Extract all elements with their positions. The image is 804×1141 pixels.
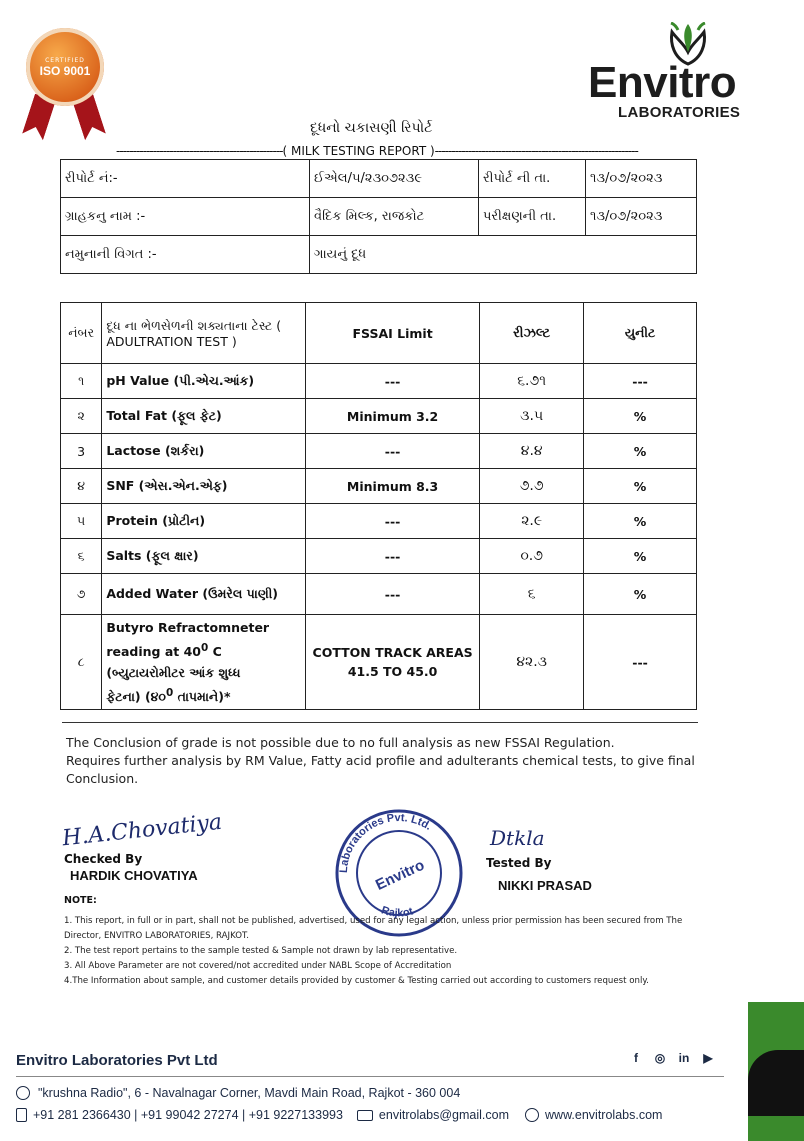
table-row <box>61 469 697 504</box>
row-test: pH Value (પી.એચ.આંક) <box>102 364 306 399</box>
sample-detail-label: નમુનાની વિગત :- <box>61 236 310 274</box>
butyro-line-2-text: reading at 40 <box>106 644 201 659</box>
test-date-label: પરીક્ષણની તા. <box>479 198 586 236</box>
row-limit: Minimum 8.3 <box>305 469 479 504</box>
butyro-degree-2: 0 <box>165 687 174 699</box>
report-no-label: રીપોર્ટ નં:- <box>61 160 310 198</box>
row-unit: % <box>584 539 697 574</box>
phone-icon <box>16 1108 27 1122</box>
row-num: ૨ <box>61 399 102 434</box>
mail-icon <box>357 1110 373 1121</box>
footer-company-name: Envitro Laboratories Pvt Ltd <box>16 1052 218 1069</box>
row-limit: --- <box>305 504 479 539</box>
tested-by-label: Tested By <box>486 856 552 870</box>
row-test: SNF (એસ.એન.એફ) <box>102 469 306 504</box>
social-links <box>628 1050 716 1066</box>
header-row <box>61 198 697 236</box>
badge-cert-text: CERTIFIED <box>45 56 85 64</box>
badge-iso-text: ISO 9001 <box>39 63 91 78</box>
checked-by-label: Checked By <box>64 852 143 866</box>
row-test: Protein (પ્રોટીન) <box>102 504 306 539</box>
row-num: ૮ <box>61 615 102 710</box>
phone-numbers: +91 281 2366430 | +91 99042 27274 | +91 9227133993 <box>33 1108 343 1122</box>
row-result: ૪૨.૩ <box>480 615 584 710</box>
row-num: 3 <box>61 434 102 469</box>
checked-signature: H.A.Chovatiya <box>61 809 224 852</box>
table-row <box>61 574 697 615</box>
row-limit: --- <box>305 539 479 574</box>
row-result: ૩.૫ <box>480 399 584 434</box>
table-row <box>61 539 697 574</box>
row-unit: % <box>584 399 697 434</box>
col-header-result: રીઝલ્ટ <box>480 303 584 364</box>
stamp-bottom-text: Rajkot <box>379 904 415 920</box>
report-date-value: ૧૩/૦૭/૨૦૨૩ <box>586 160 697 198</box>
butyro-line-2 <box>106 638 304 662</box>
table-row <box>61 504 697 539</box>
row-test: Total Fat (ફૂલ ફેટ) <box>102 399 306 434</box>
report-header-table <box>60 159 697 274</box>
row-num: ૬ <box>61 539 102 574</box>
title-rule-left: -------------------------------------------------- <box>116 144 283 158</box>
globe-icon <box>525 1108 539 1122</box>
footer-address <box>16 1086 460 1100</box>
conclusion-line-1: The Conclusion of grade is not possible due to no full analysis as new FSSAI Regulation. <box>66 735 615 750</box>
butyro-degree: 0 <box>200 641 209 654</box>
sample-detail-value: ગાયનું દૂધ <box>310 236 697 274</box>
col-header-num: નંબર <box>61 303 102 364</box>
location-pin-icon <box>16 1086 30 1100</box>
notes-list <box>64 914 694 989</box>
header-row <box>61 160 697 198</box>
row-limit: Minimum 3.2 <box>305 399 479 434</box>
address-text: "krushna Radio", 6 - Navalnagar Corner, Mavdi Main Road, Rajkot - 360 004 <box>38 1086 461 1100</box>
row-result: ૬.૭૧ <box>480 364 584 399</box>
adulteration-test-table <box>60 302 697 710</box>
table-header-row <box>61 303 697 364</box>
note-item: 1. This report, in full or in part, shall not be published, advertised, used for any legal action, unless prior permission has been secured from The Director, ENVITRO LABORATORIES, RAJKOT. <box>64 916 683 941</box>
row-unit: % <box>584 574 697 615</box>
row-result: ૦.૭ <box>480 539 584 574</box>
footer-divider <box>16 1076 724 1077</box>
row-limit: --- <box>305 574 479 615</box>
test-date-value: ૧૩/૦૭/૨૦૨૩ <box>586 198 697 236</box>
report-no-value: ઈએલ/૫/૨૩૦૭૨૩૯ <box>310 160 479 198</box>
row-result: ૪.૪ <box>480 434 584 469</box>
row-unit: % <box>584 434 697 469</box>
website-link[interactable]: www.envitrolabs.com <box>545 1108 663 1122</box>
row-result: ૭.૭ <box>480 469 584 504</box>
row-test: Added Water (ઉમરેલ પાણી) <box>102 574 306 615</box>
butyro-limit-line-1: COTTON TRACK AREAS <box>312 645 473 660</box>
butyro-line-3: (બ્યુટાયરોમીટર આંક શુધ્ધ <box>106 665 241 680</box>
tested-by-name: NIKKI PRASAD <box>498 878 592 893</box>
row-result: ૬ <box>480 574 584 615</box>
table-row <box>61 434 697 469</box>
report-title-english <box>116 144 638 158</box>
logo-name: Envitro <box>588 58 737 107</box>
conclusion <box>66 734 706 788</box>
footer-contact <box>16 1108 662 1122</box>
row-unit: % <box>584 469 697 504</box>
butyro-line-4-text: ફેટના) (૪૦ <box>106 689 166 705</box>
butyro-limit-line-2: 41.5 TO 45.0 <box>347 664 438 679</box>
instagram-icon[interactable]: ◎ <box>654 1051 666 1065</box>
row-unit: --- <box>584 615 697 710</box>
iso-badge <box>26 28 104 106</box>
butyro-line-2-unit: C <box>212 644 222 659</box>
title-english-text: ( MILK TESTING REPORT ) <box>282 144 435 158</box>
row-unit: % <box>584 504 697 539</box>
divider <box>62 722 698 723</box>
row-num: ૪ <box>61 469 102 504</box>
facebook-icon[interactable]: f <box>634 1051 638 1065</box>
row-num: ૧ <box>61 364 102 399</box>
youtube-icon[interactable]: ▶ <box>703 1051 713 1065</box>
note-item: 4.The Information about sample, and customer details provided by customer & Testing carried out according to customers request only. <box>64 976 649 986</box>
stamp-top-text: Laboratories Pvt. Ltd. <box>337 811 434 874</box>
table-row <box>61 364 697 399</box>
row-unit: --- <box>584 364 697 399</box>
report-title-gujarati: દૂધનો ચકાસણી રિપોર્ટ <box>310 120 433 136</box>
stamp-center-text: Envitro <box>373 856 428 894</box>
logo-subtitle: LABORATORIES <box>618 104 741 121</box>
row-limit-butyro <box>305 615 479 710</box>
conclusion-line-2: Requires further analysis by RM Value, Fatty acid profile and adulterants chemical tests, to give final Conclusion. <box>66 753 695 786</box>
note-item: 2. The test report pertains to the sample tested & Sample not drawn by lab representative. <box>64 946 458 956</box>
header-row <box>61 236 697 274</box>
butyro-line-4 <box>106 683 304 707</box>
row-test: Salts (ફૂલ ક્ષાર) <box>102 539 306 574</box>
table-row <box>61 615 697 710</box>
note-item: 3. All Above Parameter are not covered/not accredited under NABL Scope of Accreditation <box>64 961 452 971</box>
notes-heading: NOTE: <box>64 895 97 906</box>
row-test-butyro <box>102 615 306 710</box>
customer-name-label: ગ્રાહકનુ નામ :- <box>61 198 310 236</box>
butyro-line-1: Butyro Refractomneter <box>106 619 270 635</box>
customer-name-value: વૈદિક મિલ્ક, રાજકોટ <box>310 198 479 236</box>
table-row <box>61 399 697 434</box>
tested-signature: Dtkla <box>490 826 545 850</box>
col-header-test: દૂધ ના ભેળસેળની શક્યતાના ટેસ્ટ ( ADULTRATION TEST ) <box>102 303 306 364</box>
checked-by-name: HARDIK CHOVATIYA <box>70 868 198 883</box>
footer-accent-black <box>748 1050 804 1116</box>
row-num: ૫ <box>61 504 102 539</box>
col-header-unit: યુનીટ <box>584 303 697 364</box>
row-test: Lactose (શર્કરા) <box>102 434 306 469</box>
title-rule-right: ------------------------------------------------------------- <box>434 144 638 158</box>
butyro-line-4-tail: તાપમાને)* <box>177 689 231 705</box>
row-num: ૭ <box>61 574 102 615</box>
row-limit: --- <box>305 364 479 399</box>
row-result: ૨.૯ <box>480 504 584 539</box>
row-limit: --- <box>305 434 479 469</box>
col-header-limit: FSSAI Limit <box>305 303 479 364</box>
report-date-label: રીપોર્ટ ની તા. <box>479 160 586 198</box>
email-link[interactable]: envitrolabs@gmail.com <box>378 1108 510 1122</box>
linkedin-icon[interactable]: in <box>678 1051 690 1065</box>
